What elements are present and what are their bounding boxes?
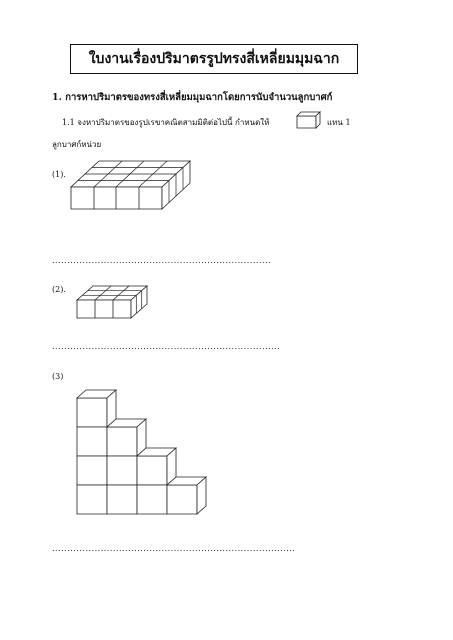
problem-3-label: (3) <box>52 372 64 381</box>
problem-2-label: (2). <box>52 285 66 294</box>
instruction-unit-text: แทน 1 <box>327 118 351 127</box>
problem-3-answer-line[interactable]: ................................................................................ <box>52 544 296 553</box>
worksheet-title <box>70 44 358 74</box>
unit-cube-icon <box>296 111 322 129</box>
problem-2-answer-line[interactable]: ........................................................................... <box>52 342 281 351</box>
problem-1-figure <box>66 155 196 215</box>
section-heading: 1. การหาปริมาตรของทรงสี่เหลี่ยมมุมฉากโดยการนับจำนวนลูกบาศก์ <box>52 92 333 103</box>
problem-1-label: (1). <box>52 170 66 179</box>
instruction-unit-label: ลูกบาศก์หน่วย <box>52 140 102 149</box>
problem-2-figure <box>72 282 154 322</box>
problem-1-answer-line[interactable]: ........................................................................ <box>52 256 272 265</box>
problem-3-figure <box>72 385 212 517</box>
instruction-text: 1.1 จงหาปริมาตรของรูปเรขาคณิตสามมิติต่อไปนี้ กำหนดให้ <box>62 118 270 127</box>
title-text: ใบงานเรื่องปริมาตรรูปทรงสี่เหลี่ยมมุมฉาก <box>88 51 340 67</box>
